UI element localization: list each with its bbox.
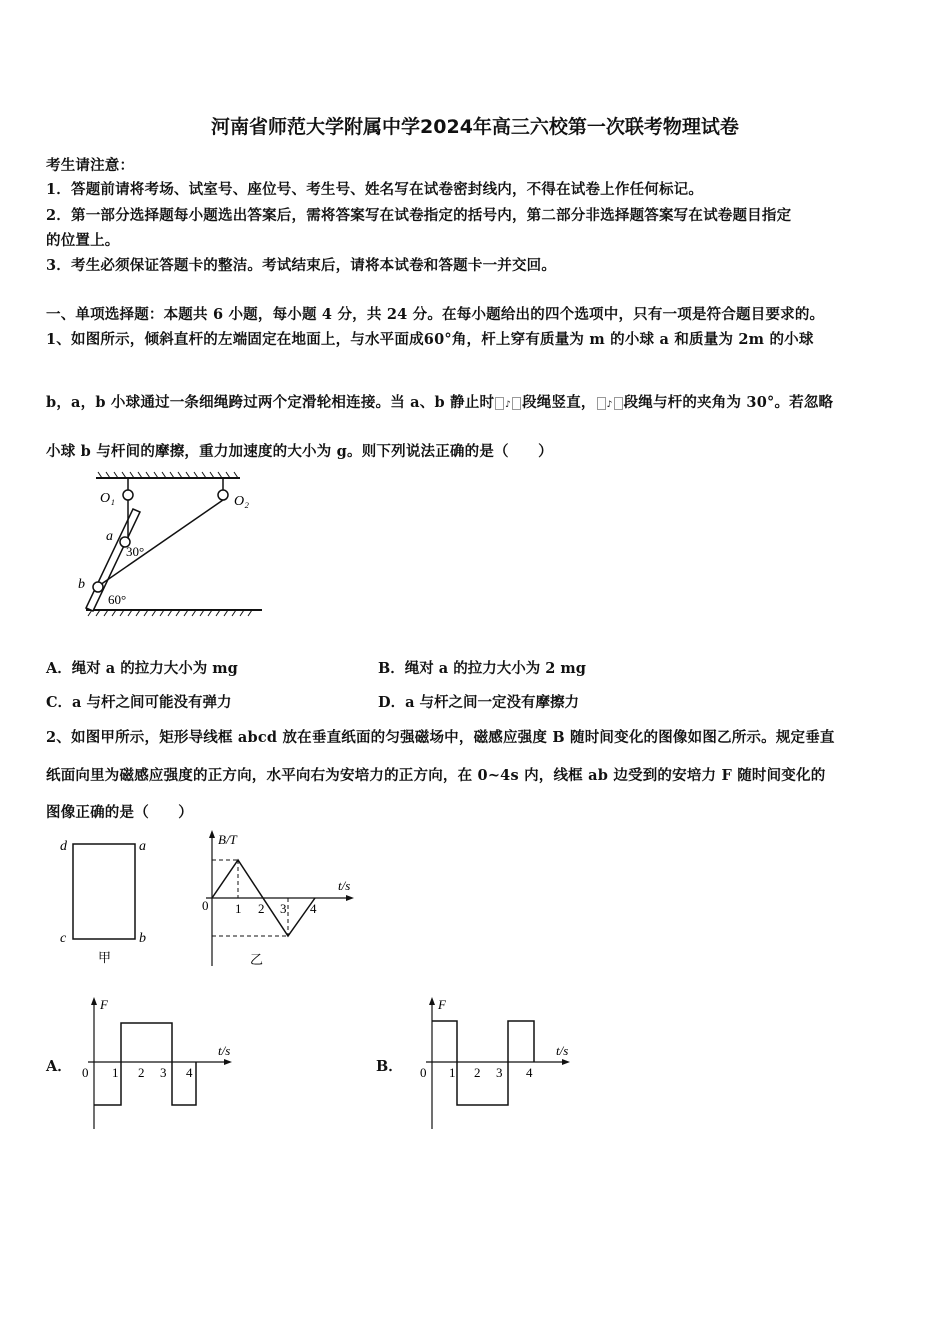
q1-option-c[interactable]: C．a 与杆之间可能没有弹力 — [46, 694, 232, 711]
q2-option-a-graph[interactable] — [78, 993, 248, 1133]
notice-item: 3．考生必须保证答题卡的整洁。考试结束后，请将本试卷和答题卡一并交回。 — [46, 257, 557, 274]
missing-glyph-icon — [614, 397, 623, 410]
tick-label: 1 — [112, 1065, 119, 1080]
q1-line2 — [46, 391, 833, 412]
q1-line1: 1、如图所示，倾斜直杆的左端固定在地面上，与水平面成60°角，杆上穿有质量为 m 的小球 a 和质量为 2m 的小球 — [46, 331, 814, 348]
q2-line3: 图像正确的是（ ） — [46, 804, 193, 821]
origin-label: 0 — [82, 1065, 89, 1080]
missing-glyph-icon — [597, 397, 606, 410]
q2-line1: 2、如图甲所示，矩形导线框 abcd 放在垂直纸面的匀强磁场中，磁感应强度 B 随时间变化的图像如图乙所示。规定垂直 — [46, 729, 835, 746]
notice-item: 1．答题前请将考场、试室号、座位号、考生号、姓名写在试卷密封线内，不得在试卷上作任何标记。 — [46, 181, 704, 198]
q2-option-a-label[interactable]: A． — [46, 1058, 72, 1075]
origin-label: 0 — [420, 1065, 427, 1080]
q2-option-b-label[interactable]: B． — [376, 1058, 403, 1075]
f-curve — [94, 1023, 196, 1105]
x-label: t/s — [556, 1043, 569, 1058]
tick-label: 2 — [474, 1065, 481, 1080]
pulley-o1 — [123, 490, 133, 500]
q1-line2-b: 段绳竖直， — [522, 394, 596, 411]
label-b: b — [78, 577, 85, 592]
page-title: 河南省师范大学附属中学2024年高三六校第一次联考物理试卷 — [211, 116, 739, 138]
y-label: F — [100, 997, 108, 1012]
label-b: b — [139, 931, 146, 946]
label-a: a — [139, 839, 146, 854]
missing-glyph-icon: ♪ — [505, 400, 512, 410]
label-a: a — [106, 529, 113, 544]
y-label: B/T — [218, 832, 237, 847]
missing-glyph-icon: ♪ — [606, 400, 613, 410]
q1-line2-a: b，a，b 小球通过一条细绳跨过两个定滑轮相连接。当 a、b 静止时 — [46, 394, 495, 411]
ball-b — [93, 582, 103, 592]
label-angle60: 60° — [108, 592, 127, 607]
tick-label: 3 — [280, 901, 287, 916]
tick-label: 4 — [186, 1065, 193, 1080]
notice-item: 的位置上。 — [46, 232, 120, 249]
label-angle30: 30° — [126, 544, 145, 559]
tick-label: 4 — [310, 901, 317, 916]
f-curve — [432, 1021, 534, 1105]
tick-label: 3 — [160, 1065, 167, 1080]
missing-glyph-icon — [512, 397, 521, 410]
label-d: d — [60, 839, 67, 854]
section-heading: 一、单项选择题：本题共 6 小题，每小题 4 分，共 24 分。在每小题给出的四个选项中，只有一项是符合题目要求的。 — [46, 306, 825, 323]
fig-jia — [55, 832, 155, 972]
tick-label: 2 — [258, 901, 265, 916]
q1-line2-c: 段绳与杆的夹角为 30°。若忽略 — [623, 394, 834, 411]
caption-yi: 乙 — [250, 952, 264, 967]
q1-figure — [68, 470, 268, 620]
x-label: t/s — [218, 1043, 231, 1058]
loop-rectangle — [73, 844, 135, 939]
caption-jia: 甲 — [98, 950, 112, 965]
q2-option-b-graph[interactable] — [416, 993, 586, 1133]
q1-option-b[interactable]: B．绳对 a 的拉力大小为 2 mg — [378, 660, 586, 677]
notice-item: 2．第一部分选择题每小题选出答案后，需将答案写在试卷指定的括号内，第二部分非选择题答案写在试卷题目指定 — [46, 207, 792, 224]
tick-label: 4 — [526, 1065, 533, 1080]
y-label: F — [438, 997, 446, 1012]
tick-label: 1 — [235, 901, 242, 916]
tick-label: 2 — [138, 1065, 145, 1080]
fig-yi — [198, 826, 363, 971]
label-c: c — [60, 931, 67, 946]
q1-line3: 小球 b 与杆间的摩擦，重力加速度的大小为 g。则下列说法正确的是（ ） — [46, 443, 553, 460]
pulley-o2 — [218, 490, 228, 500]
x-label: t/s — [338, 878, 351, 893]
q1-option-d[interactable]: D．a 与杆之间一定没有摩擦力 — [378, 694, 580, 711]
origin-label: 0 — [202, 898, 209, 913]
label-o2: O₂ — [234, 494, 249, 509]
q1-option-a[interactable]: A．绳对 a 的拉力大小为 mg — [46, 660, 238, 677]
q2-line2: 纸面向里为磁感应强度的正方向，水平向右为安培力的正方向，在 0~4s 内，线框 ab 边受到的安培力 F 随时间变化的 — [46, 767, 826, 784]
label-o1: O₁ — [100, 491, 115, 506]
missing-glyph-icon — [495, 397, 504, 410]
notice-heading: 考生请注意： — [46, 157, 135, 174]
tick-label: 1 — [449, 1065, 456, 1080]
tick-label: 3 — [496, 1065, 503, 1080]
